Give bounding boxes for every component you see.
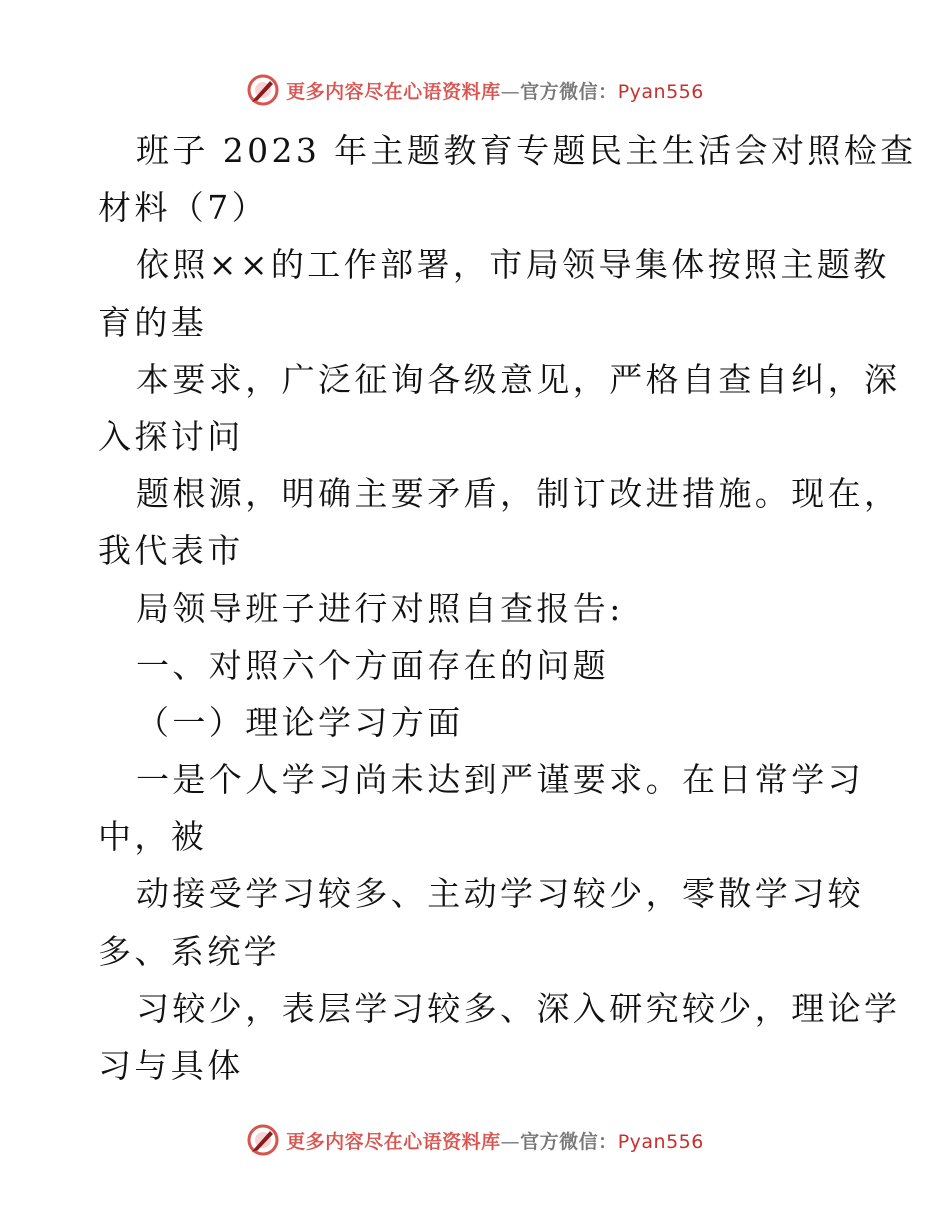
doc-line: 一是个人学习尚未达到严谨要求。在日常学习 — [136, 760, 864, 800]
section-heading: 一、对照六个方面存在的问题 — [136, 645, 610, 685]
doc-line: 习较少，表层学习较多、深入研究较少，理论学 — [136, 988, 901, 1028]
doc-line: 动接受学习较多、主动学习较少，零散学习较 — [136, 874, 864, 914]
quill-pen-seal-icon — [246, 1123, 280, 1157]
doc-line: 班子 2023 年主题教育专题民主生活会对照检查 — [136, 131, 917, 170]
doc-line: 本要求，广泛征询各级意见，严格自查自纠，深 — [136, 359, 901, 399]
doc-line: 我代表市 — [98, 531, 244, 571]
watermark-sub-text: 官方微信： — [520, 1130, 618, 1153]
watermark-wechat-id: Pyan556 — [617, 1130, 704, 1153]
quill-pen-seal-icon — [246, 73, 280, 107]
watermark-main-text: 更多内容尽在心语资料库 — [286, 80, 501, 103]
doc-line: 材料（7） — [98, 188, 268, 228]
watermark-sub-text: 官方微信： — [520, 80, 618, 103]
watermark-separator: — — [500, 1130, 521, 1153]
watermark-banner-top — [0, 70, 950, 110]
watermark-wechat-id: Pyan556 — [617, 80, 704, 103]
watermark-banner-bottom — [0, 1120, 950, 1160]
doc-line: 题根源，明确主要矛盾，制订改进措施。现在， — [136, 474, 901, 514]
watermark-separator: — — [500, 80, 521, 103]
doc-line: 入探讨问 — [98, 416, 244, 456]
watermark-main-text: 更多内容尽在心语资料库 — [286, 1130, 501, 1153]
doc-line: 依照××的工作部署，市局领导集体按照主题教 — [136, 245, 890, 285]
doc-line: 中，被 — [98, 817, 208, 857]
document-body — [98, 122, 917, 1094]
doc-line: 多、系统学 — [98, 931, 280, 971]
subsection-heading: （一）理论学习方面 — [136, 702, 464, 742]
doc-line: 局领导班子进行对照自查报告: — [136, 588, 624, 628]
doc-line: 育的基 — [98, 302, 208, 342]
doc-line: 习与具体 — [98, 1046, 244, 1085]
